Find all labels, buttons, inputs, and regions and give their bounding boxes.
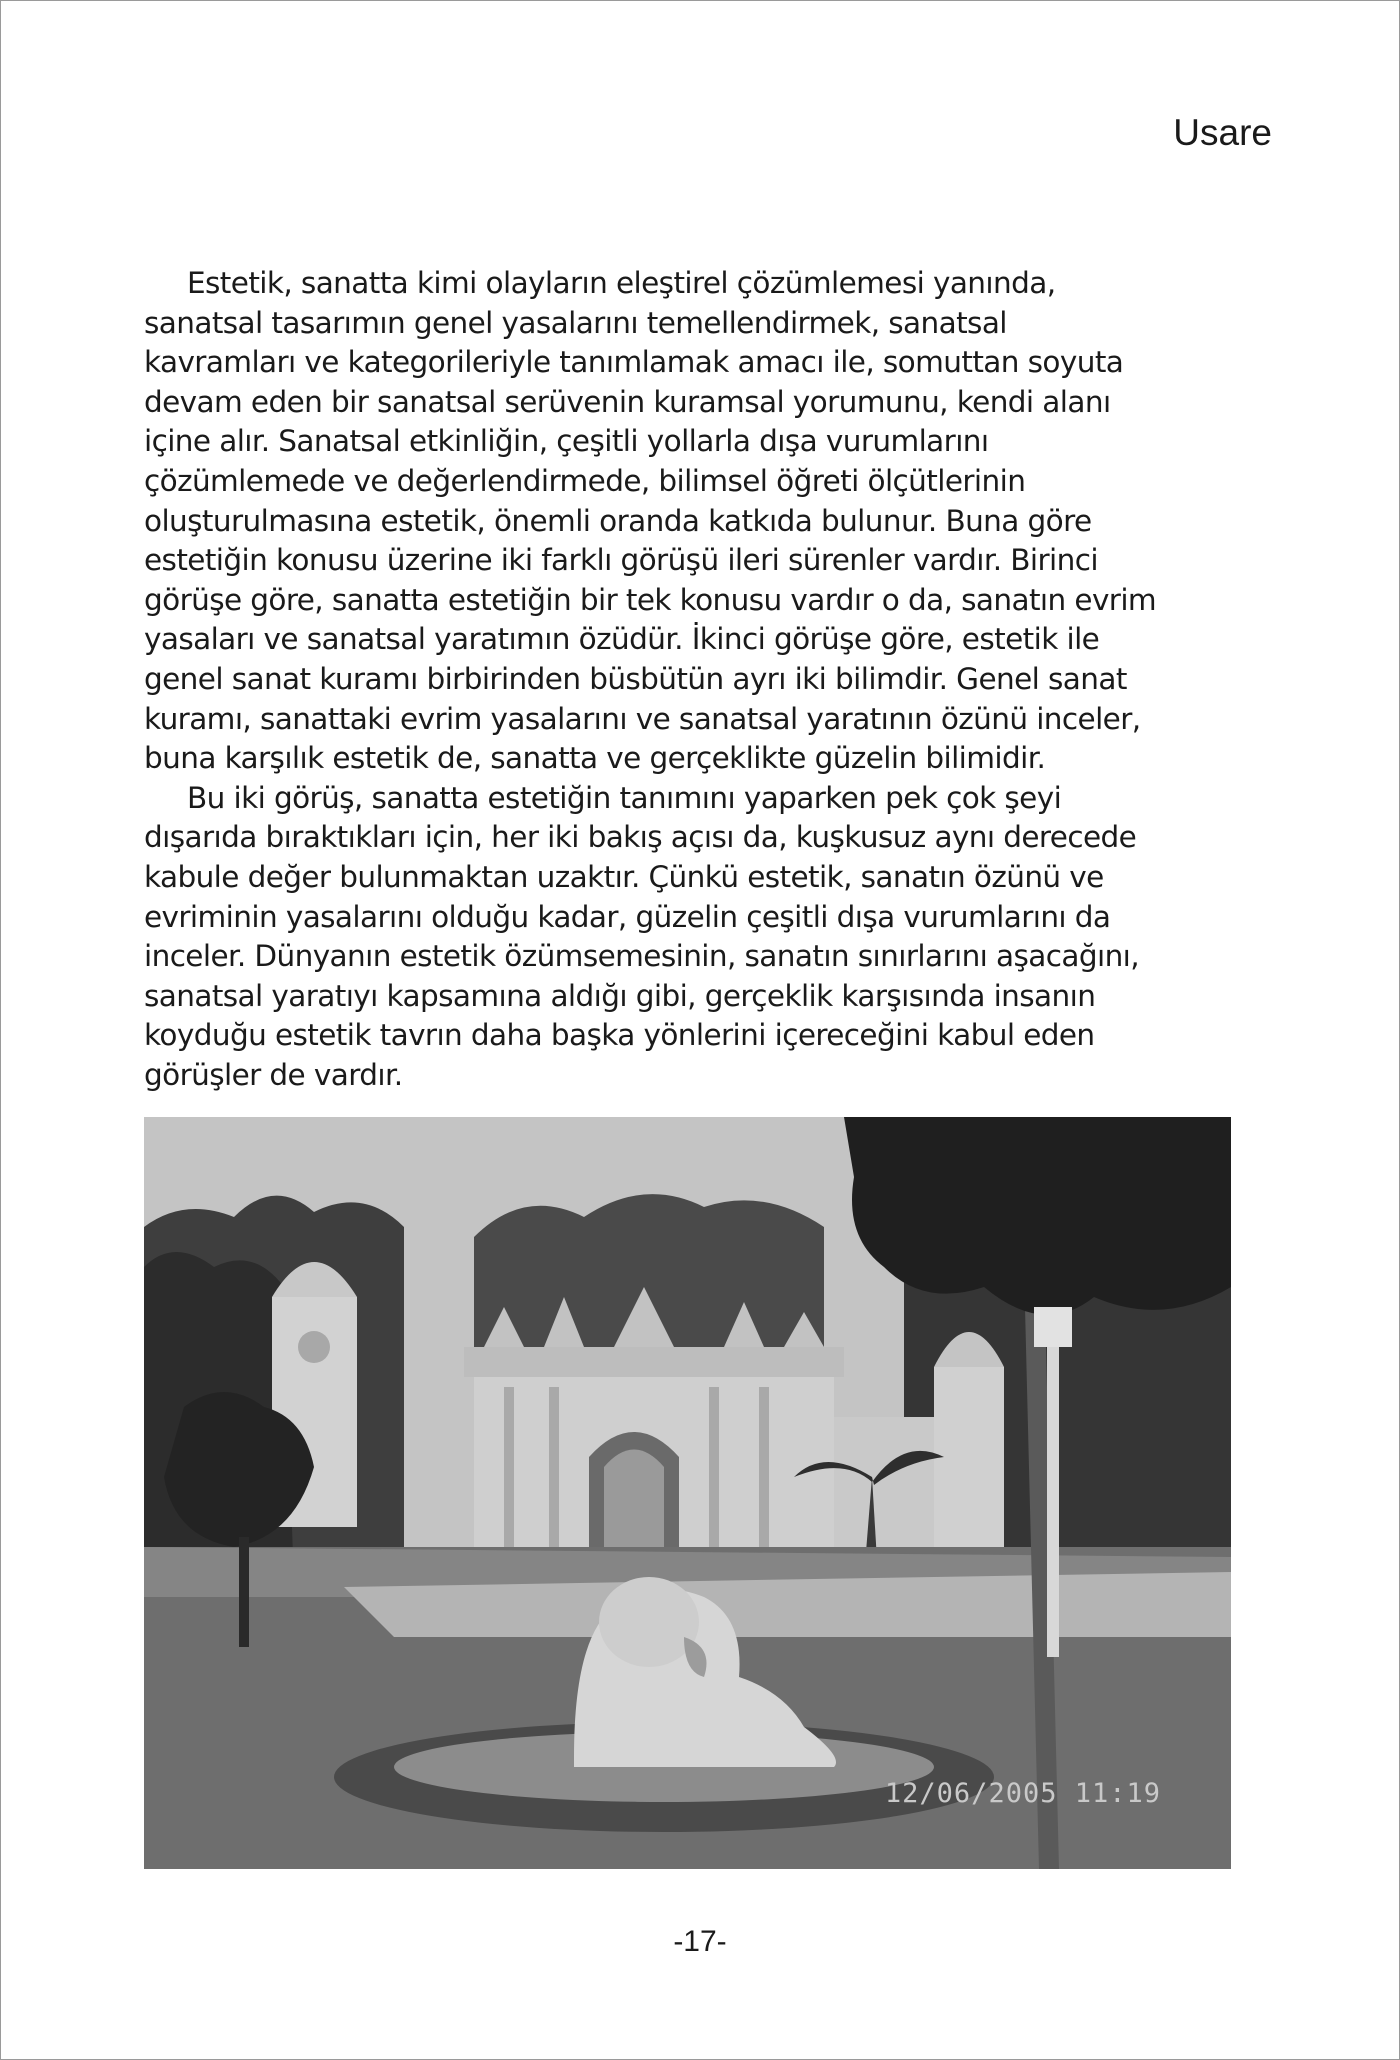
- text-line: kabule değer bulunmaktan uzaktır. Çünkü estetik, sanatın özünü ve: [144, 859, 1104, 894]
- text-line: genel sanat kuramı birbirinden büsbütün ayrı iki bilimdir. Genel sanat: [144, 661, 1127, 696]
- text-line: koyduğu estetik tavrın daha başka yönlerini içereceğini kabul eden: [144, 1018, 1095, 1053]
- palace-gate-photo: [144, 1117, 1231, 1869]
- paragraph-2: [144, 779, 1254, 1096]
- body-text: [144, 264, 1254, 1095]
- page-number: -17-: [673, 1925, 727, 1958]
- text-line: yasaları ve sanatsal yaratımın özüdür. İkinci görüşe göre, estetik ile: [144, 622, 1100, 657]
- text-line: sanatsal yaratıyı kapsamına aldığı gibi, gerçeklik karşısında insanın: [144, 978, 1096, 1013]
- text-line: görüşe göre, sanatta estetiğin bir tek konusu vardır o da, sanatın evrim: [144, 582, 1157, 617]
- running-header: Usare: [1173, 112, 1272, 153]
- text-line: görüşler de vardır.: [144, 1057, 403, 1092]
- text-line: devam eden bir sanatsal serüvenin kuramsal yorumunu, kendi alanı: [144, 384, 1111, 419]
- text-line: çözümlemede ve değerlendirmede, bilimsel öğreti ölçütlerinin: [144, 463, 1026, 498]
- text-line: oluşturulmasına estetik, önemli oranda katkıda bulunur. Buna göre: [144, 503, 1092, 538]
- text-line: dışarıda bıraktıkları için, her iki bakış açısı da, kuşkusuz aynı derecede: [144, 820, 1137, 855]
- text-line: inceler. Dünyanın estetik özümsemesinin, sanatın sınırlarını aşacağını,: [144, 939, 1140, 974]
- text-line: sanatsal tasarımın genel yasalarını temellendirmek, sanatsal: [144, 305, 1007, 340]
- text-line: Estetik, sanatta kimi olayların eleştirel çözümlemesi yanında,: [187, 266, 1056, 300]
- text-line: Bu iki görüş, sanatta estetiğin tanımını yaparken pek çok şeyi: [187, 780, 1062, 815]
- text-line: buna karşılık estetik de, sanatta ve gerçeklikte güzelin bilimidir.: [144, 741, 1046, 776]
- photo-timestamp: 12/06/2005 11:19: [884, 1778, 1161, 1809]
- text-line: kuramı, sanattaki evrim yasalarını ve sanatsal yaratının özünü inceler,: [144, 701, 1141, 736]
- text-line: evriminin yasalarını olduğu kadar, güzelin çeşitli dışa vurumlarını da: [144, 899, 1111, 934]
- text-line: kavramları ve kategorileriyle tanımlamak amacı ile, somuttan soyuta: [144, 345, 1124, 380]
- text-line: estetiğin konusu üzerine iki farklı görüşü ileri sürenler vardır. Birinci: [144, 543, 1098, 578]
- paragraph-1: [144, 264, 1254, 779]
- text-line: içine alır. Sanatsal etkinliğin, çeşitli yollarla dışa vurumlarını: [144, 424, 989, 459]
